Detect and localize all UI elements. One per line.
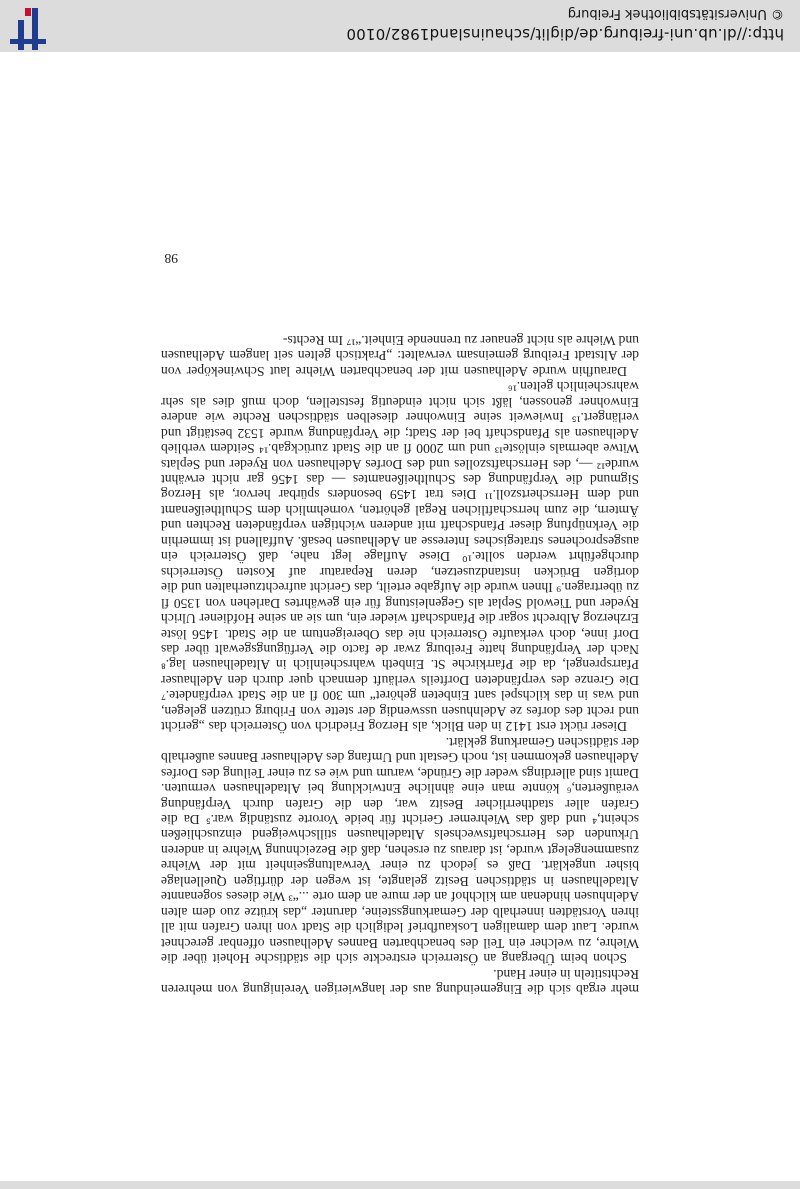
paragraph: mehr ergab sich die Eingemeindung aus der langwierigen Vereinigung von mehreren Rechtstiteln in einer Hand. bbox=[161, 966, 639, 997]
university-library-logo bbox=[8, 6, 48, 52]
footer-bar bbox=[0, 0, 800, 52]
body-text bbox=[161, 333, 639, 997]
paragraph: Schon beim Übergang an Österreich erstreckte sich die städtische Hoheit über die Wiehre, zu welcher ein Teil des benachbarten Bannes Adelhausen offenbar gerechnet wurde. Laut dem damaligen Loskaufbrief lediglich die Stadt von ihren Grafen mit all ihren Vorstädten innerhalb der Gemarkungssteine, darunter „das krütze zuo dem alten Adelnhusen hindenan am kilchhof an der mure an dem orte ...“³ Wie dieses sogenannte Altadelhausen in städtischen Besitz gelangte, ist wegen der dürftigen Quellenlage bisher ungeklärt. Daß es jedoch zu einer Verwaltungseinheit mit der Wiehre zusammengelegt wurde, ist daraus zu ersehen, daß die Bezeichnung Wiehre in anderen Urkunden des Herrschaftswechsels Altadelhausen stillschweigend einzuschließen scheint,⁴ und daß das Wiehremer Gericht für beide Vororte zuständig war.⁵ Da die Grafen aller stadtherrlicher Besitz war, den die Grafen durch Verpfändung veräußerten,⁶ könnte man eine ähnliche Entwicklung bei Altadelhausen vermuten. Damit sind allerdings weder die Gründe, warum und wie es zu einer Teilung des Dorfes Adelhausen gekommen ist, noch Gestalt und Umfang des Adelhauser Bannes außerhalb der städtischen Gemarkung geklärt. bbox=[161, 734, 639, 967]
top-strip bbox=[0, 1181, 800, 1189]
copyright-notice: © Universitätsbibliothek Freiburg bbox=[567, 6, 784, 21]
page-number: 98 bbox=[164, 251, 178, 266]
paragraph: Dieser rückt erst 1412 in den Blick, als Herzog Friedrich von Österreich das „gericht und recht des dorfes ze Adelnhusen usswendig der stette von Friburg crützen gelegen, und was in das kilchspel sant Einbeten gehöret“ um 300 fl an die Stadt verpfändete.⁷ Die Grenze des verpfändeten Dorfteils verläuft demnach quer durch den Adelhauser Pfarrsprengel, da die Pfarrkirche St. Einbeth wahrscheinlich in Altadelhausen lag.⁸ Nach der Verpfändung hatte Freiburg zwar de facto die Verfügungsgewalt über das Dorf inne, doch verkaufte Österreich nie das Obereigentum an die Stadt. 1456 löste Erzherzog Albrecht sogar die Pfandschaft wieder ein, um sie an seine Hofdiener Ulrich Ryeder und Tiewold Seplat als Gegenleistung für ein gewährtes Darlehen von 1350 fl zu übertragen.⁹ Ihnen wurde die Aufgabe erteilt, das Gericht aufrechtzuerhalten und die dortigen Brücken instandzusetzen, deren Reparatur auf Kosten Österreichs durchgeführt werden sollte.¹⁰ Diese Auflage legt nahe, daß Österreich ein ausgesprochenes strategisches Interesse an Adelhausen besaß. Auffallend ist immerhin die Verknüpfung dieser Pfandschaft mit anderen wichtigen verpfändeten Rechten und Ämtern, die zum herrschaftlichen Regal gehörten, vornehmlich dem Schultheißenamt und dem Herrschertszoll.¹¹ Dies trat 1459 besonders spürbar hervor, als Herzog Sigmund die Verpfändung des Schultheißenamtes — das 1456 gar nicht erwähnt wurde¹² —, des Herrschaftszolles und des Dorfes Adelhausen von Ryeder und Seplats Witwe abermals einlöste¹³ und um 2000 fl an die Stadt zurückgab.¹⁴ Seitdem verblieb Adelhausen als Pfandschaft bei der Stadt; die Verpfändung wurde 1532 bestätigt und verlängert.¹⁵ Inwieweit seine Einwohner dieselben städtischen Rechte wie andere Einwohner genossen, läßt sich nicht eindeutig feststellen, doch muß dies als sehr wahrscheinlich gelten.¹⁶ bbox=[161, 379, 639, 735]
paragraph: Daraufhin wurde Adelhausen mit der benachbarten Wiehre laut Schwineköper von der Altstadt Freiburg gemeinsam verwaltet: „Praktisch gelten seit langem Adelhausen und Wiehre als nicht genauer zu trennende Einheit.“¹⁷ Im Rechts- bbox=[161, 332, 639, 379]
source-url-link[interactable]: http://dl.ub.uni-freiburg.de/diglit/schauinsland1982/0100 bbox=[346, 25, 784, 43]
